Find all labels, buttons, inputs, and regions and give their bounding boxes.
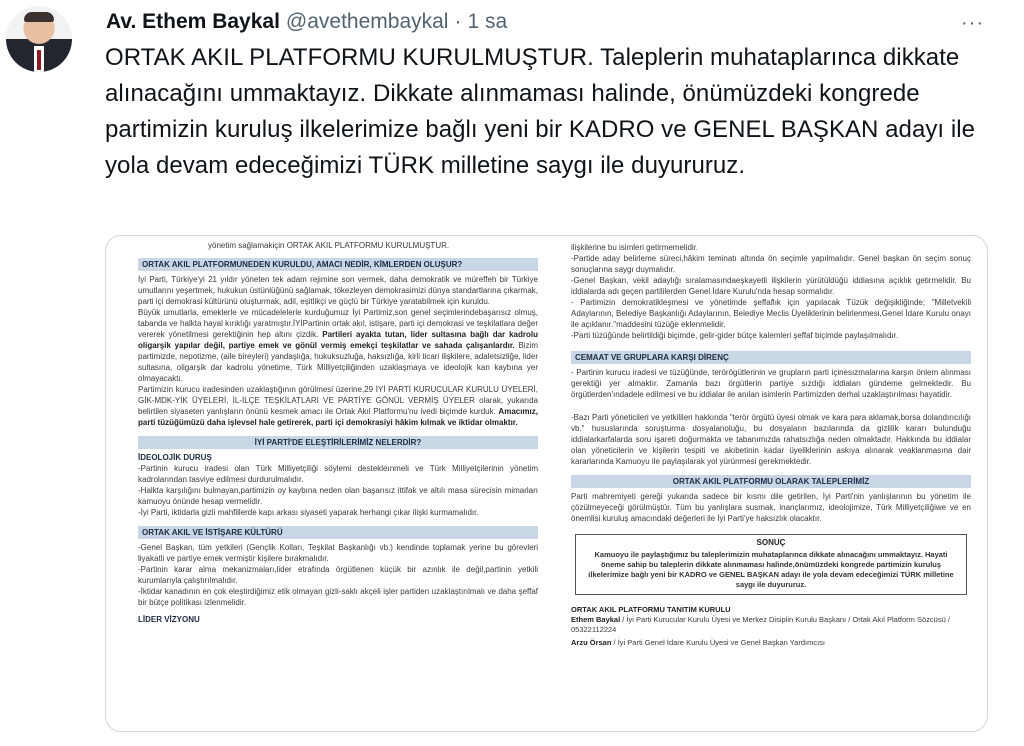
- section-title-common-mind: ORTAK AKIL VE İSTİŞARE KÜLTÜRÜ: [138, 526, 538, 539]
- doc-paragraph: -İktidar kanadının en çok eleştirdiğimiz etik olmayan gizli-saklı akçeli işler partiden uzaklaştırılmalı ve daha şeffaf bir bütçe politikası izlenmelidir.: [138, 587, 538, 607]
- tweet-timestamp[interactable]: 1 sa: [467, 10, 508, 33]
- avatar-hair: [24, 12, 54, 22]
- document-page: [106, 236, 987, 731]
- signatory-line: Ethem Baykal / İyi Parti Kurucular Kurulu Üyesi ve Merkez Disiplin Kurulu Başkanı / Ortak Akıl Platform Sözcüsü / 05322112224: [571, 615, 950, 634]
- avatar-tie: [37, 50, 41, 70]
- doc-topline: yönetim sağlamakiçin ORTAK AKIL PLATFORMU KURULMUŞTUR.: [208, 241, 450, 250]
- doc-paragraph: ilişkilerine bu isimleri getirmemelidir.: [571, 243, 699, 252]
- signatory-line: Arzu Örsan / İyi Parti Genel İdare Kurulu Üyesi ve Genel Başkan Yardımcısı: [571, 638, 826, 647]
- conclusion-box: [575, 534, 967, 595]
- section-title-why-founded: ORTAK AKIL PLATFORMUNEDEN KURULDU, AMACI NEDİR, KİMLERDEN OLUŞUR?: [138, 258, 538, 271]
- signatories-block: [571, 605, 971, 648]
- separator-dot: ·: [454, 10, 462, 33]
- subsection-leader-vision: LİDER VİZYONU: [138, 615, 200, 624]
- doc-paragraph: -Partinin kurucu iradesi olan Türk Milliyetçiliği söylemi destekleınmeli ve Türk Milliyetçilerinin yönetim kadrolarından tasviye edilmesi durdurulmalıdır.: [138, 464, 538, 484]
- conclusion-title: SONUÇ: [756, 538, 786, 547]
- doc-paragraph: Parti mahremiyeti gereği yukarıda sadece bir kısmı dile getirilen, İyi Parti'nin yanlışlarının bu yönetim ile çözülmeyeceği görülmüştür. Tüm bu yanlışlara susmak, inançlarımız, ideolojimize, Türk Milliyetçiliğiwe ve en önemlisi kuruluş amacındaki değerleri ile İyi Parti'ye haksızlık olacaktır.: [571, 492, 971, 523]
- section-title-demands: ORTAK AKIL PLATFORMU OLARAK TALEPLERİMİZ: [571, 475, 971, 488]
- document-right-column: [571, 236, 971, 648]
- more-options-icon[interactable]: ···: [961, 12, 984, 34]
- doc-paragraph: -Genel Başkan, vekil adaylığı sıralamasındaeşkayetli ilişkilerin yürütüldüğü iddiasına açıklık getirmelidir. Bu iddialarda adı geçen partililerden Genel İdare Kurulu'nda hesap sormalıdır.: [571, 276, 971, 296]
- doc-paragraph: -Genel Başkan, tüm yetkileri (Gençlik Kolları, Teşkilat Başkanlığı vb.) kendinde toplamak yerine bu görevleri liyakatli ve partiye emek vermiştir kişilere bırakmalıdır.: [138, 543, 538, 563]
- tweet-text: ORTAK AKIL PLATFORMU KURULMUŞTUR. Taleplerin muhataplarınca dikkate alınacağını ummaktayız. Dikkate alınmaması halinde, önümüzdeki kongrede partimizin kuruluş ilkelerimize bağlı yeni bir KADRO ve GENEL BAŞKAN adayı ile yola devam edeceğimizi TÜRK milletine saygı ile duyururuz.: [105, 44, 975, 179]
- doc-paragraph: -Parti tüzüğünde belirtildiği biçimde, gelir-gider bütçe kalemleri şeffaf biçimde paylaşılmalıdır.: [571, 331, 899, 340]
- doc-paragraph: - Partimizin demokratikleşmesi ve yönetimde şeffaflık için yapılacak Tüzük değişikliğinde; "Milletvekili Adaylarının, Belediye Başkanlığı Adaylarının, Belediye Meclis Üyeliklerinin belirlenmesi,Genel İdare Kurulu onayı ile açıklanır."maddesini tüzüğe eklenmelidir.: [571, 298, 971, 329]
- doc-paragraph: - Partinin kurucu iradesi ve tüzüğünde, terörögütlerinin ve grupların parti içinesızmalarına karşın önlem alınması gerektiği yer almaktır. Zamanla bazı örgütlerin partiye sızdığı iddiaları gündeme gelmektedir. Bu örgütlerden'ındadele edilmesi ve bu iddialar ile anılan isimlerin Partimizden derhal uzaklaştırılması hayatidir.: [571, 368, 971, 399]
- document-left-column: [138, 236, 538, 625]
- doc-paragraph: -Halkta karşılığını bulmayan,partimizin oy kaybına neden olan başarısız ittifak ve altılı masa sürecisin mimarları kamuoyu önünde hesap vermelidir.: [138, 486, 538, 506]
- signatories-title: ORTAK AKIL PLATFORMU TANITIM KURULU: [571, 605, 731, 614]
- author-name[interactable]: Av. Ethem Baykal: [106, 10, 280, 33]
- doc-paragraph: Partimizin kurucu iradesinden uzaklaştığının görülmesi üzerine,29 İYİ PARTİ KURUCULAR KURULU ÜYELERİ, GİK-MDK-YİK ÜYELERİ, İL-İLÇE TEŞKİLATLARI VE PARTİYE GÖNÜL VERMİŞ ÜYELER olarak, yukarıda belirtilen siyaseten yanlışların önünü kesmek amacı ile Ortak Akıl Platformu'nu ivedi biçimde kurduk. Amacımız, parti tüzüğümüzü daha işlevsel hale getirerek, parti içi demokrasiyi hâkim kılmak ve iktidar olmaktır.: [138, 385, 538, 427]
- doc-paragraph: Büyük umutlarla, emeklerle ve mücadelelerle kurduğumuz İyi Partimiz,son genel seçimlerindebaşarısız olmuş, tabanda ve halkta hayal kırıklığı yaratmıştır.İYİPartinin ortak akıl, istişare, parti içi demokrasi ve teşkilatlara değer vererek yönetilmesi gerektiğinin hep altını çizdik. Partileri ayakta tutan, lider sultasına bağlı dar kadrolu oligarşik yapılar değil, partiye emek ve gönül vermiş emekçi teşkilatlar ve sahada çalışanlardır. Bizim partimizde, nepotizme, (aile bireyleri) yandaşlığa, hukuksuzluğa, haksızlığa, kirli ticari ilişkilere, adaletsizliğe, lider sultasına, oligarşik dar kadrolu yönetime, Türk Milliyetçiliğinden uzaklaşmaya ve ideolojik kan kaybına yer olmayacaktı.: [138, 308, 539, 383]
- section-title-criticisms: İYİ PARTİ'DE ELEŞTİRİLERİMİZ NELERDİR?: [138, 436, 538, 449]
- doc-paragraph: İyi Parti, Türkiye'yi 21 yıldır yöneten tek adam rejimine son vermek, daha demokratik ve müreffeh bir Türkiye umutlarını yeşertmek, hukukun üstünlüğünü sağlamak, tökezleyen demokrasimizi dünya standartlarına çıkarmak, parti içi demokrasi kültürünü oluşturmak, adil, eşitlikçi ve güçlü bir Türkiye yaratabilmek için kuruldu.: [138, 275, 538, 306]
- tweet-header: [106, 8, 507, 36]
- subsection-ideology: İDEOLOJİK DURUŞ: [138, 453, 212, 462]
- author-handle[interactable]: @avethembaykal: [285, 10, 449, 33]
- section-title-resistance: CEMAAT VE GRUPLARA KARŞI DİRENÇ: [571, 351, 971, 364]
- tweet-media-image[interactable]: [105, 235, 988, 732]
- doc-paragraph: -İyi Parti, iktidarla gizli mahfillerde kapı arkası siyaseti yaparak herhangi çıkar ilişki kurmamalıdır.: [138, 508, 479, 517]
- doc-paragraph: -Partinin karar alma mekanizmaları,lider etrafında örgütlenen küçük bir azınlık ile değil,partinin yetkili kurumlarıyla çalıştırılmalıdır.: [138, 565, 538, 585]
- author-avatar[interactable]: [6, 6, 72, 72]
- doc-paragraph: -Partide aday belirleme süreci,hâkim teminatı altında ön seçimle yapılmalıdır. Genel başkan ön seçim sonuç sonuçlarına saygı duymalıdır.: [571, 254, 971, 274]
- conclusion-body: Kamuoyu ile paylaştığımız bu taleplerimizin muhataplarınca dikkate alınacağını ummaktayız. Hayati öneme sahip bu taleplerin dikkate alınmaması halinde,önümüzdeki kongrede partimizin kuruluş ilkelerimize bağlı yeni bir KADRO ve GENEL BAŞKAN adayı ile yola devam edeceğimizi TÜRK milletine saygı ile duyururuz.: [588, 550, 954, 589]
- doc-paragraph: -Bazı Parti yöneticileri ve yetkilileri hakkında "terör örgütü üyesi olmak ve kara para aklamak,borsa dolandırıcılığı vb." hususlarında soruşturma dosyalanoluğu, bu dosyaların bazılarında da gizlilik kararı bulunduğu iddialarkarfalarda soru işareti doğurmakta ve tabanımızda rahatsızlığa neden olmaktadır. Hakkında bu iddialar olan yöneticilerin ve kişilerin tespiti ve akıbetinin kadar üyeliklerinin askıya alınarak veaklanmasına dair kararlarında Kamuoyu ile paylaşılarak yol yürünmesi gerekmektedir.: [571, 413, 971, 466]
